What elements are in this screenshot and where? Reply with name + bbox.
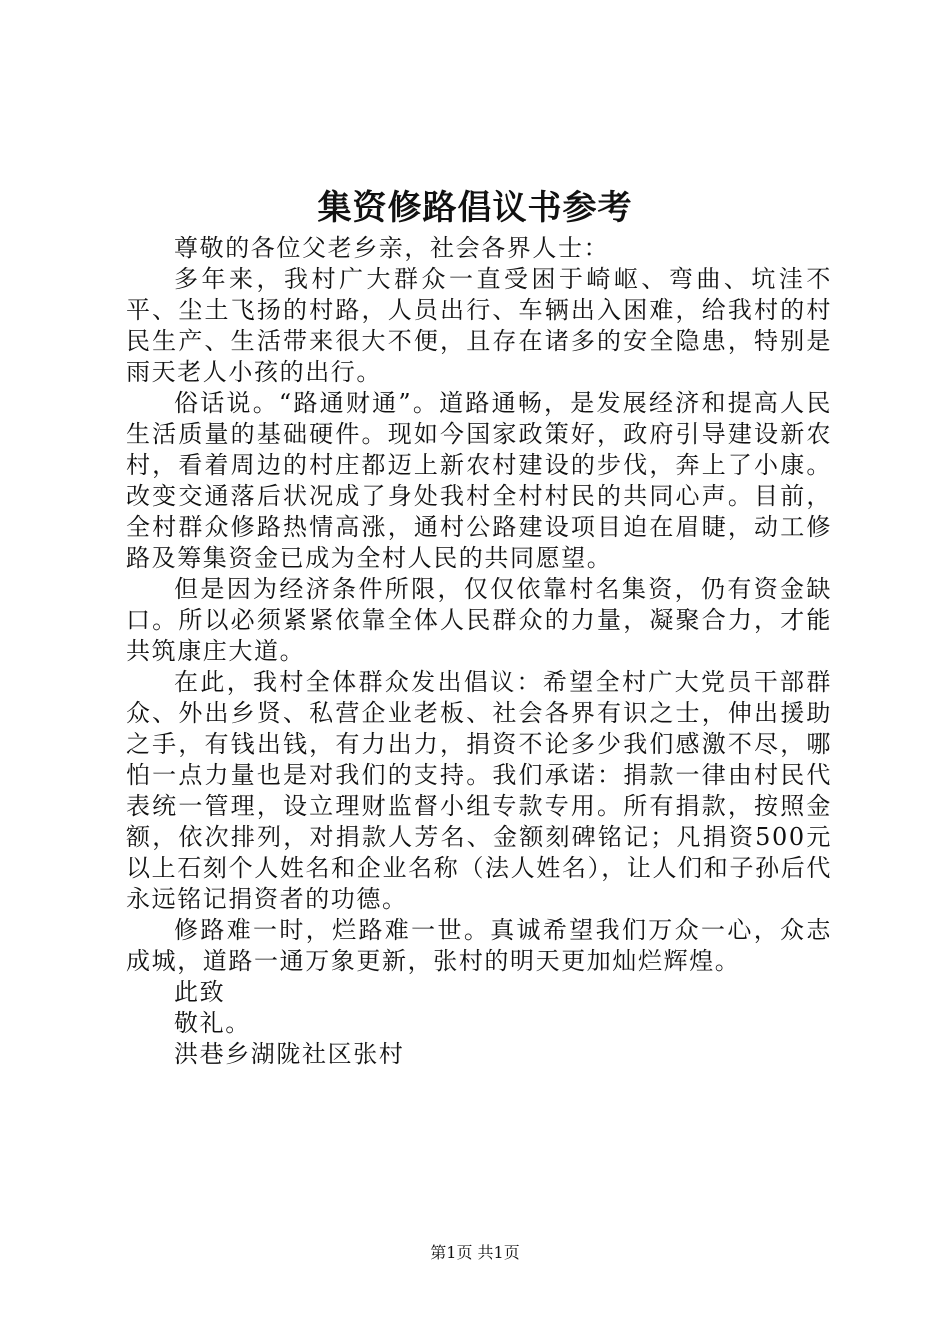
closing-line-2: 敬礼。 bbox=[174, 1009, 251, 1037]
signature: 洪巷乡湖陇社区张村 bbox=[174, 1040, 405, 1068]
paragraph-4: 在此，我村全体群众发出倡议：希望全村广大党员干部群众、外出乡贤、私营企业老板、社会各界有识之士，伸出援助之手，有钱出钱，有力出力，捐资不论多少我们感激不尽，哪怕一点力量也是对我们的支持。我们承诺：捐款一律由村民代表统一管理，设立理财监督小组专款专用。所有捐款，按照金额，依次排列，对捐款人芳名、金额刻碑铭记；凡捐资500元以上石刻个人姓名和企业名称（法人姓名），让人们和子孙后代永远铭记捐资者的功德。 bbox=[126, 668, 832, 913]
paragraph-3: 但是因为经济条件所限，仅仅依靠村名集资，仍有资金缺口。所以必须紧紧依靠全体人民群众的力量，凝聚合力，才能共筑康庄大道。 bbox=[126, 575, 832, 665]
document-body bbox=[126, 233, 832, 1070]
paragraph-5: 修路难一时，烂路难一世。真诚希望我们万众一心，众志成城，道路一通万象更新，张村的明天更加灿烂辉煌。 bbox=[126, 916, 832, 975]
document-title: 集资修路倡议书参考 bbox=[317, 188, 633, 228]
paragraph-1: 多年来，我村广大群众一直受困于崎岖、弯曲、坑洼不平、尘土飞扬的村路，人员出行、车辆出入困难，给我村的村民生产、生活带来很大不便，且存在诸多的安全隐患，特别是雨天老人小孩的出行。 bbox=[126, 265, 832, 386]
paragraph-2: 俗话说。“路通财通”。道路通畅，是发展经济和提高人民生活质量的基础硬件。现如今国家政策好，政府引导建设新农村，看着周边的村庄都迈上新农村建设的步伐，奔上了小康。改变交通落后状况成了身处我村全村村民的共同心声。目前，全村群众修路热情高涨，通村公路建设项目迫在眉睫，动工修路及筹集资金已成为全村人民的共同愿望。 bbox=[126, 389, 832, 572]
closing-line-1: 此致 bbox=[174, 978, 226, 1006]
page-footer: 第1页 共1页 bbox=[430, 1243, 520, 1262]
salutation: 尊敬的各位父老乡亲，社会各界人士： bbox=[174, 234, 610, 262]
